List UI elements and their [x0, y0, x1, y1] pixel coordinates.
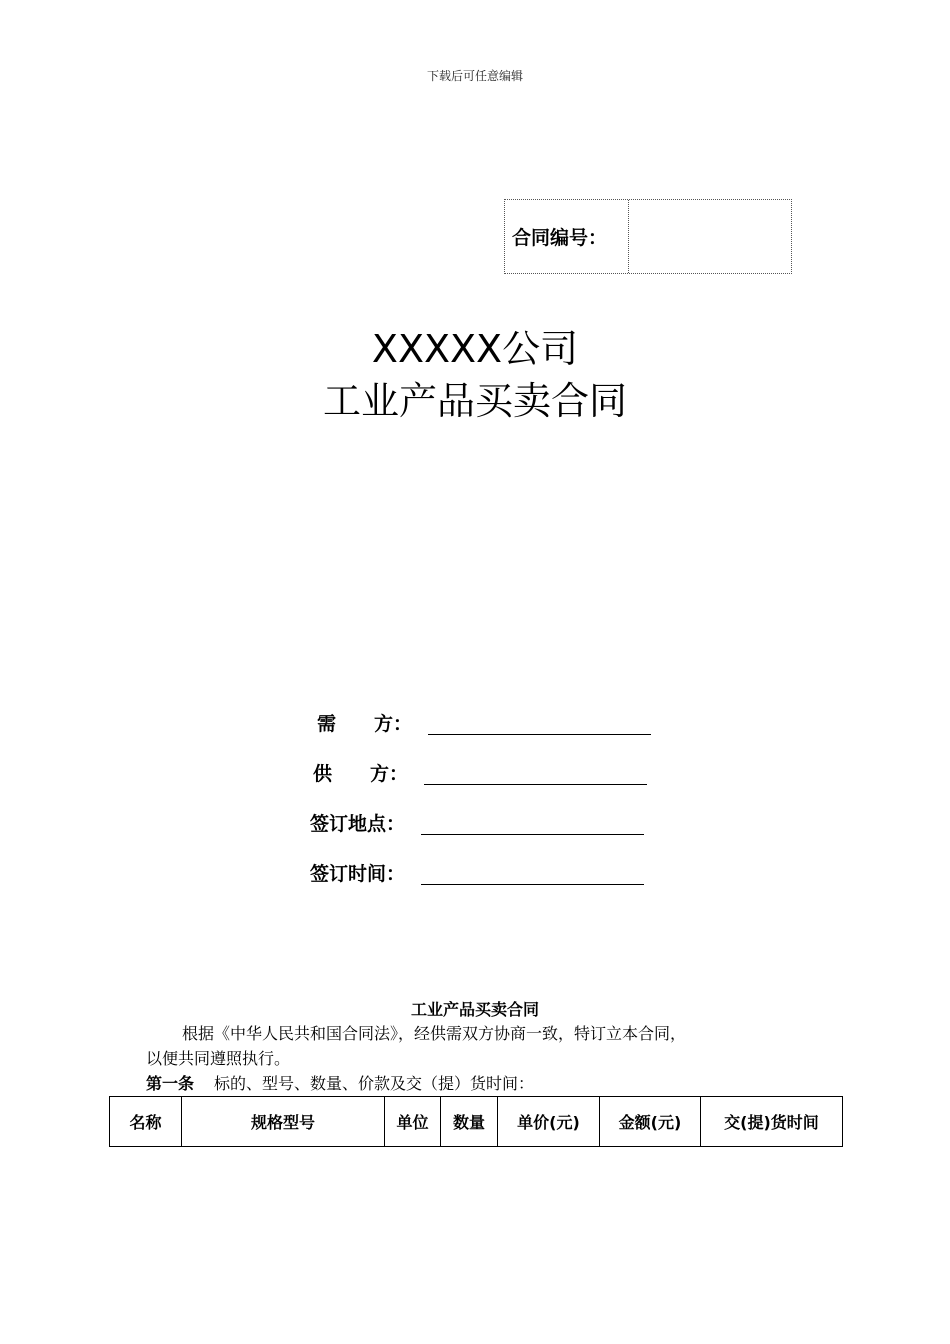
clause-1-heading: 第一条 — [146, 1074, 195, 1093]
company-title: XXXXX公司 — [371, 327, 579, 371]
supplier-label: 供 方： — [313, 763, 409, 785]
buyer-label: 需 方： — [317, 713, 413, 735]
signing-time-field[interactable] — [421, 862, 644, 885]
document-title: 工业产品买卖合同 — [322, 379, 627, 423]
col-unit: 单位 — [385, 1097, 441, 1147]
signing-place-field[interactable] — [421, 812, 644, 835]
supplier-field[interactable] — [424, 762, 647, 785]
col-quantity: 数量 — [441, 1097, 498, 1147]
buyer-field[interactable] — [428, 712, 651, 735]
signing-time-label: 签订时间： — [310, 863, 406, 885]
intro-paragraph-line2: 以便共同遵照执行。 — [146, 1049, 291, 1068]
col-amount: 金额(元) — [600, 1097, 701, 1147]
signing-place-label: 签订地点： — [310, 813, 406, 835]
col-unit-price: 单价(元) — [498, 1097, 600, 1147]
intro-paragraph-line1: 根据《中华人民共和国合同法》，经供需双方协商一致，特订立本合同， — [182, 1024, 687, 1043]
contract-number-field[interactable] — [629, 200, 791, 273]
body-title: 工业产品买卖合同 — [410, 1000, 539, 1019]
clause-1-text: 标的、型号、数量、价款及交（提）货时间： — [214, 1074, 535, 1093]
col-delivery-time: 交(提)货时间 — [701, 1097, 843, 1147]
contract-number-label: 合同编号： — [505, 200, 629, 273]
goods-table — [109, 1096, 843, 1147]
header-note: 下载后可任意编辑 — [426, 69, 523, 83]
col-name: 名称 — [110, 1097, 182, 1147]
goods-table-header-row — [110, 1097, 843, 1147]
contract-number-box — [504, 199, 792, 274]
clause-1 — [146, 1072, 534, 1096]
col-spec: 规格型号 — [182, 1097, 385, 1147]
